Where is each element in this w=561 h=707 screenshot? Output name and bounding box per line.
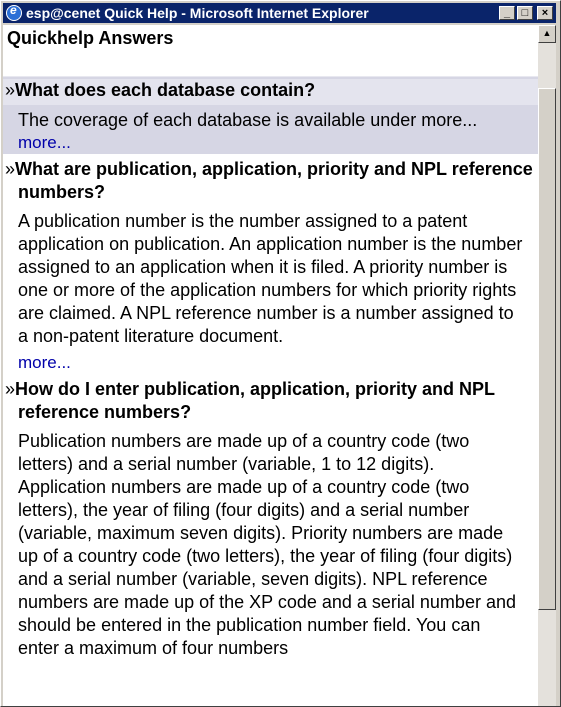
faq-item-enter-numbers	[3, 374, 538, 660]
title-bar[interactable]	[3, 3, 556, 23]
scroll-thumb[interactable]	[538, 88, 556, 610]
more-link[interactable]: more...	[18, 133, 71, 152]
bullet-icon: »	[5, 379, 16, 399]
page-content	[3, 25, 538, 706]
question-text: What does each database contain?	[15, 80, 316, 100]
faq-answer: A publication number is the number assigned to a patent application on publication. An application number is the number assigned to an application when it is filed. A priority number is one or more of the application numbers for which priority rights are claimed. A NPL reference number is a number assigned to a non-patent literature document.	[18, 211, 523, 346]
scroll-up-arrow-icon[interactable]: ▲	[538, 25, 556, 43]
faq-question	[3, 158, 538, 204]
internet-explorer-icon	[6, 5, 22, 21]
close-button[interactable]: ×	[537, 6, 553, 20]
vertical-scrollbar[interactable]	[538, 25, 556, 706]
faq-question	[3, 378, 538, 424]
faq-answer: Publication numbers are made up of a country code (two letters) and a serial number (variable, 1 to 12 digits). Application numbers are made up of a country code (two letters), the year of filing (four digits) and a serial number (variable, maximum seven digits). Priority numbers are made up of a country code (two letters), the year of filing (four digits) and a serial number (variable, seven digits). NPL reference numbers are made up of the XP code and a serial number and should be entered in the publication number field. You can enter a maximum of four numbers	[18, 431, 516, 658]
faq-question	[3, 79, 538, 105]
bullet-icon: »	[5, 80, 16, 100]
minimize-button[interactable]: _	[499, 6, 515, 20]
window-title: esp@cenet Quick Help - Microsoft Internet Explorer	[26, 5, 369, 21]
maximize-button[interactable]: □	[517, 6, 533, 20]
faq-item-database	[3, 77, 538, 154]
faq-item-reference-numbers	[3, 154, 538, 374]
bullet-icon: »	[5, 159, 16, 179]
question-text: How do I enter publication, application, priority and NPL reference numbers?	[15, 379, 495, 422]
more-link[interactable]: more...	[18, 353, 71, 372]
page-title: Quickhelp Answers	[7, 28, 174, 48]
question-text: What are publication, application, priority and NPL reference numbers?	[15, 159, 533, 202]
faq-answer: The coverage of each database is available under more...	[18, 110, 478, 130]
